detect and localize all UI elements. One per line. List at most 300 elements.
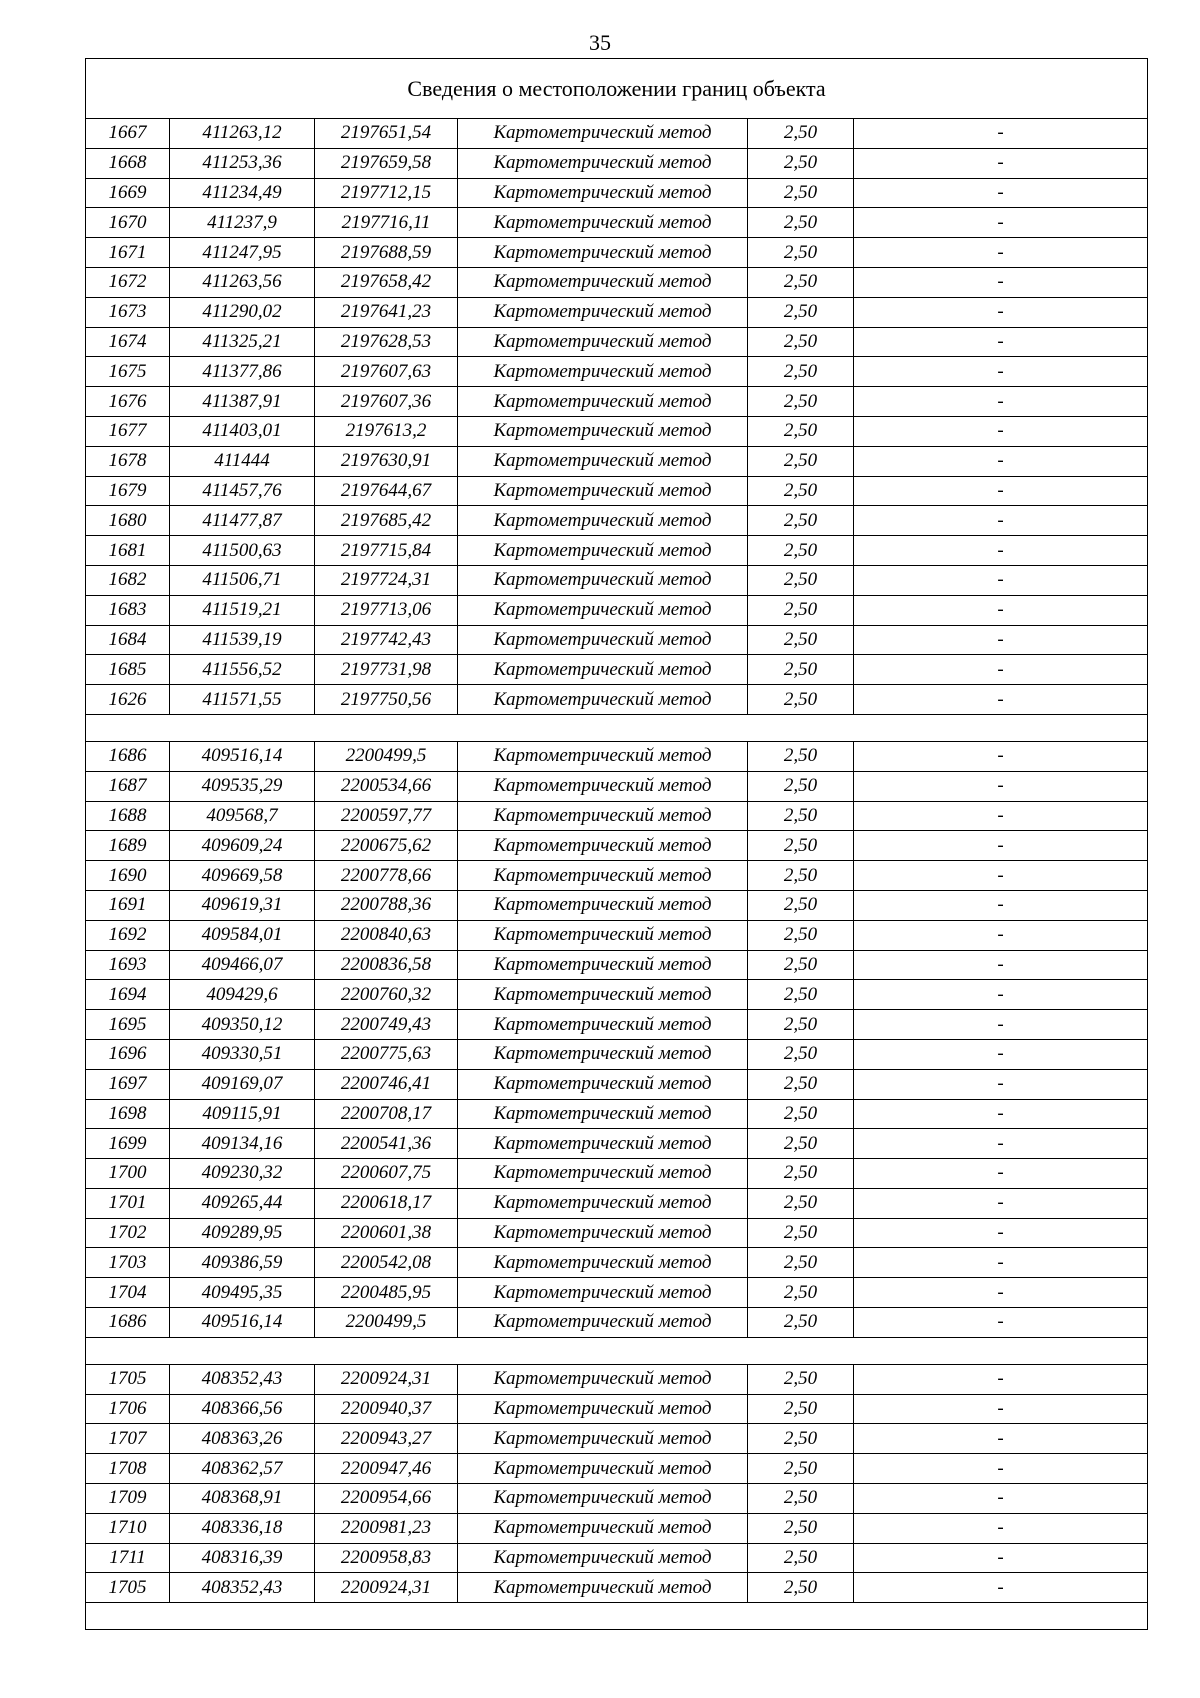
- description-cell: -: [854, 980, 1148, 1010]
- description-cell: -: [854, 950, 1148, 980]
- method-cell: Картометрический метод: [458, 1424, 748, 1454]
- y-coordinate-cell: 2200746,41: [315, 1069, 458, 1099]
- x-coordinate-cell: 411571,55: [170, 685, 315, 715]
- point-number-cell: 1679: [86, 476, 170, 506]
- x-coordinate-cell: 411253,36: [170, 148, 315, 178]
- accuracy-cell: 2,50: [748, 1188, 854, 1218]
- y-coordinate-cell: 2197644,67: [315, 476, 458, 506]
- x-coordinate-cell: 411519,21: [170, 595, 315, 625]
- method-cell: Картометрический метод: [458, 1308, 748, 1338]
- group-separator-cell: [86, 1603, 1148, 1630]
- table-row: [86, 208, 1148, 238]
- description-cell: -: [854, 1248, 1148, 1278]
- method-cell: Картометрический метод: [458, 861, 748, 891]
- description-cell: -: [854, 801, 1148, 831]
- method-cell: Картометрический метод: [458, 387, 748, 417]
- table-row: [86, 741, 1148, 771]
- point-number-cell: 1701: [86, 1188, 170, 1218]
- description-cell: -: [854, 771, 1148, 801]
- point-number-cell: 1690: [86, 861, 170, 891]
- accuracy-cell: 2,50: [748, 890, 854, 920]
- x-coordinate-cell: 411457,76: [170, 476, 315, 506]
- y-coordinate-cell: 2197685,42: [315, 506, 458, 536]
- accuracy-cell: 2,50: [748, 625, 854, 655]
- y-coordinate-cell: 2197607,36: [315, 387, 458, 417]
- method-cell: Картометрический метод: [458, 1188, 748, 1218]
- description-cell: -: [854, 685, 1148, 715]
- table-row: [86, 1454, 1148, 1484]
- y-coordinate-cell: 2197630,91: [315, 446, 458, 476]
- accuracy-cell: 2,50: [748, 685, 854, 715]
- accuracy-cell: 2,50: [748, 238, 854, 268]
- y-coordinate-cell: 2200943,27: [315, 1424, 458, 1454]
- group-separator-row: [86, 1337, 1148, 1364]
- description-cell: -: [854, 565, 1148, 595]
- accuracy-cell: 2,50: [748, 1513, 854, 1543]
- accuracy-cell: 2,50: [748, 920, 854, 950]
- accuracy-cell: 2,50: [748, 801, 854, 831]
- y-coordinate-cell: 2197731,98: [315, 655, 458, 685]
- y-coordinate-cell: 2200775,63: [315, 1039, 458, 1069]
- accuracy-cell: 2,50: [748, 1129, 854, 1159]
- description-cell: -: [854, 267, 1148, 297]
- table-row: [86, 119, 1148, 149]
- y-coordinate-cell: 2200981,23: [315, 1513, 458, 1543]
- accuracy-cell: 2,50: [748, 595, 854, 625]
- y-coordinate-cell: 2200954,66: [315, 1484, 458, 1514]
- y-coordinate-cell: 2197641,23: [315, 297, 458, 327]
- y-coordinate-cell: 2200534,66: [315, 771, 458, 801]
- x-coordinate-cell: 411234,49: [170, 178, 315, 208]
- description-cell: -: [854, 476, 1148, 506]
- y-coordinate-cell: 2197658,42: [315, 267, 458, 297]
- x-coordinate-cell: 409619,31: [170, 890, 315, 920]
- accuracy-cell: 2,50: [748, 1543, 854, 1573]
- description-cell: -: [854, 327, 1148, 357]
- accuracy-cell: 2,50: [748, 950, 854, 980]
- x-coordinate-cell: 409568,7: [170, 801, 315, 831]
- description-cell: -: [854, 238, 1148, 268]
- group-separator-cell: [86, 714, 1148, 741]
- accuracy-cell: 2,50: [748, 1278, 854, 1308]
- method-cell: Картометрический метод: [458, 685, 748, 715]
- point-number-cell: 1711: [86, 1543, 170, 1573]
- point-number-cell: 1688: [86, 801, 170, 831]
- point-number-cell: 1707: [86, 1424, 170, 1454]
- y-coordinate-cell: 2200485,95: [315, 1278, 458, 1308]
- method-cell: Картометрический метод: [458, 1248, 748, 1278]
- x-coordinate-cell: 409429,6: [170, 980, 315, 1010]
- method-cell: Картометрический метод: [458, 565, 748, 595]
- table-row: [86, 387, 1148, 417]
- description-cell: -: [854, 625, 1148, 655]
- accuracy-cell: 2,50: [748, 208, 854, 238]
- y-coordinate-cell: 2200708,17: [315, 1099, 458, 1129]
- accuracy-cell: 2,50: [748, 980, 854, 1010]
- table-row: [86, 267, 1148, 297]
- point-number-cell: 1695: [86, 1010, 170, 1040]
- y-coordinate-cell: 2200499,5: [315, 741, 458, 771]
- method-cell: Картометрический метод: [458, 950, 748, 980]
- y-coordinate-cell: 2197659,58: [315, 148, 458, 178]
- x-coordinate-cell: 409495,35: [170, 1278, 315, 1308]
- table-row: [86, 801, 1148, 831]
- table-row: [86, 861, 1148, 891]
- x-coordinate-cell: 409134,16: [170, 1129, 315, 1159]
- x-coordinate-cell: 409230,32: [170, 1159, 315, 1189]
- method-cell: Картометрический метод: [458, 771, 748, 801]
- x-coordinate-cell: 409516,14: [170, 1308, 315, 1338]
- description-cell: -: [854, 1394, 1148, 1424]
- description-cell: -: [854, 119, 1148, 149]
- y-coordinate-cell: 2197750,56: [315, 685, 458, 715]
- method-cell: Картометрический метод: [458, 1010, 748, 1040]
- x-coordinate-cell: 409386,59: [170, 1248, 315, 1278]
- y-coordinate-cell: 2200542,08: [315, 1248, 458, 1278]
- description-cell: -: [854, 1278, 1148, 1308]
- method-cell: Картометрический метод: [458, 446, 748, 476]
- accuracy-cell: 2,50: [748, 416, 854, 446]
- table-row: [86, 890, 1148, 920]
- accuracy-cell: 2,50: [748, 741, 854, 771]
- x-coordinate-cell: 409584,01: [170, 920, 315, 950]
- y-coordinate-cell: 2200675,62: [315, 831, 458, 861]
- point-number-cell: 1686: [86, 741, 170, 771]
- x-coordinate-cell: 411403,01: [170, 416, 315, 446]
- table-row: [86, 1573, 1148, 1603]
- x-coordinate-cell: 409330,51: [170, 1039, 315, 1069]
- point-number-cell: 1697: [86, 1069, 170, 1099]
- point-number-cell: 1673: [86, 297, 170, 327]
- method-cell: Картометрический метод: [458, 980, 748, 1010]
- point-number-cell: 1677: [86, 416, 170, 446]
- description-cell: -: [854, 1573, 1148, 1603]
- y-coordinate-cell: 2197651,54: [315, 119, 458, 149]
- description-cell: -: [854, 890, 1148, 920]
- point-number-cell: 1705: [86, 1364, 170, 1394]
- x-coordinate-cell: 411237,9: [170, 208, 315, 238]
- method-cell: Картометрический метод: [458, 1129, 748, 1159]
- table-row: [86, 1218, 1148, 1248]
- method-cell: Картометрический метод: [458, 741, 748, 771]
- method-cell: Картометрический метод: [458, 1364, 748, 1394]
- point-number-cell: 1702: [86, 1218, 170, 1248]
- description-cell: -: [854, 178, 1148, 208]
- accuracy-cell: 2,50: [748, 476, 854, 506]
- table-row: [86, 950, 1148, 980]
- point-number-cell: 1681: [86, 536, 170, 566]
- method-cell: Картометрический метод: [458, 506, 748, 536]
- description-cell: -: [854, 655, 1148, 685]
- x-coordinate-cell: 409265,44: [170, 1188, 315, 1218]
- group-separator-row: [86, 1603, 1148, 1630]
- page-number: 35: [589, 30, 611, 55]
- point-number-cell: 1683: [86, 595, 170, 625]
- y-coordinate-cell: 2197688,59: [315, 238, 458, 268]
- point-number-cell: 1669: [86, 178, 170, 208]
- description-cell: -: [854, 536, 1148, 566]
- description-cell: -: [854, 506, 1148, 536]
- description-cell: -: [854, 416, 1148, 446]
- y-coordinate-cell: 2200499,5: [315, 1308, 458, 1338]
- table-row: [86, 238, 1148, 268]
- table-row: [86, 506, 1148, 536]
- accuracy-cell: 2,50: [748, 119, 854, 149]
- y-coordinate-cell: 2197607,63: [315, 357, 458, 387]
- table-row: [86, 831, 1148, 861]
- method-cell: Картометрический метод: [458, 208, 748, 238]
- description-cell: -: [854, 1364, 1148, 1394]
- x-coordinate-cell: 411377,86: [170, 357, 315, 387]
- x-coordinate-cell: 409169,07: [170, 1069, 315, 1099]
- table-row: [86, 446, 1148, 476]
- accuracy-cell: 2,50: [748, 357, 854, 387]
- table-row: [86, 771, 1148, 801]
- y-coordinate-cell: 2197724,31: [315, 565, 458, 595]
- x-coordinate-cell: 409289,95: [170, 1218, 315, 1248]
- x-coordinate-cell: 409466,07: [170, 950, 315, 980]
- point-number-cell: 1696: [86, 1039, 170, 1069]
- point-number-cell: 1678: [86, 446, 170, 476]
- x-coordinate-cell: 408352,43: [170, 1364, 315, 1394]
- y-coordinate-cell: 2197712,15: [315, 178, 458, 208]
- method-cell: Картометрический метод: [458, 1069, 748, 1099]
- point-number-cell: 1691: [86, 890, 170, 920]
- table-row: [86, 1513, 1148, 1543]
- x-coordinate-cell: 411325,21: [170, 327, 315, 357]
- accuracy-cell: 2,50: [748, 536, 854, 566]
- table-row: [86, 1308, 1148, 1338]
- point-number-cell: 1708: [86, 1454, 170, 1484]
- table-row: [86, 178, 1148, 208]
- description-cell: -: [854, 148, 1148, 178]
- accuracy-cell: 2,50: [748, 446, 854, 476]
- method-cell: Картометрический метод: [458, 595, 748, 625]
- point-number-cell: 1687: [86, 771, 170, 801]
- table-row: [86, 625, 1148, 655]
- table-row: [86, 1248, 1148, 1278]
- accuracy-cell: 2,50: [748, 655, 854, 685]
- method-cell: Картометрический метод: [458, 178, 748, 208]
- description-cell: -: [854, 861, 1148, 891]
- x-coordinate-cell: 409535,29: [170, 771, 315, 801]
- accuracy-cell: 2,50: [748, 1424, 854, 1454]
- table-row: [86, 148, 1148, 178]
- description-cell: -: [854, 1099, 1148, 1129]
- table-row: [86, 416, 1148, 446]
- method-cell: Картометрический метод: [458, 148, 748, 178]
- point-number-cell: 1705: [86, 1573, 170, 1603]
- description-cell: -: [854, 1308, 1148, 1338]
- point-number-cell: 1700: [86, 1159, 170, 1189]
- x-coordinate-cell: 409609,24: [170, 831, 315, 861]
- y-coordinate-cell: 2197716,11: [315, 208, 458, 238]
- x-coordinate-cell: 409115,91: [170, 1099, 315, 1129]
- y-coordinate-cell: 2200607,75: [315, 1159, 458, 1189]
- accuracy-cell: 2,50: [748, 178, 854, 208]
- table-row: [86, 1484, 1148, 1514]
- accuracy-cell: 2,50: [748, 1218, 854, 1248]
- method-cell: Картометрический метод: [458, 1573, 748, 1603]
- method-cell: Картометрический метод: [458, 1543, 748, 1573]
- table-row: [86, 297, 1148, 327]
- description-cell: -: [854, 1513, 1148, 1543]
- table-row: [86, 1099, 1148, 1129]
- method-cell: Картометрический метод: [458, 1159, 748, 1189]
- method-cell: Картометрический метод: [458, 1513, 748, 1543]
- y-coordinate-cell: 2200788,36: [315, 890, 458, 920]
- table-row: [86, 1364, 1148, 1394]
- table-row: [86, 1010, 1148, 1040]
- x-coordinate-cell: 408362,57: [170, 1454, 315, 1484]
- point-number-cell: 1682: [86, 565, 170, 595]
- description-cell: -: [854, 1069, 1148, 1099]
- point-number-cell: 1674: [86, 327, 170, 357]
- point-number-cell: 1670: [86, 208, 170, 238]
- accuracy-cell: 2,50: [748, 1394, 854, 1424]
- y-coordinate-cell: 2197742,43: [315, 625, 458, 655]
- x-coordinate-cell: 411290,02: [170, 297, 315, 327]
- y-coordinate-cell: 2200597,77: [315, 801, 458, 831]
- boundary-coordinates-table: [85, 58, 1148, 1630]
- y-coordinate-cell: 2200924,31: [315, 1364, 458, 1394]
- x-coordinate-cell: 408366,56: [170, 1394, 315, 1424]
- table-row: [86, 655, 1148, 685]
- point-number-cell: 1710: [86, 1513, 170, 1543]
- method-cell: Картометрический метод: [458, 1454, 748, 1484]
- description-cell: -: [854, 208, 1148, 238]
- table-row: [86, 327, 1148, 357]
- point-number-cell: 1703: [86, 1248, 170, 1278]
- point-number-cell: 1694: [86, 980, 170, 1010]
- point-number-cell: 1692: [86, 920, 170, 950]
- y-coordinate-cell: 2200836,58: [315, 950, 458, 980]
- accuracy-cell: 2,50: [748, 1308, 854, 1338]
- table-row: [86, 357, 1148, 387]
- y-coordinate-cell: 2200840,63: [315, 920, 458, 950]
- table-row: [86, 1129, 1148, 1159]
- x-coordinate-cell: 411506,71: [170, 565, 315, 595]
- description-cell: -: [854, 831, 1148, 861]
- y-coordinate-cell: 2197628,53: [315, 327, 458, 357]
- point-number-cell: 1680: [86, 506, 170, 536]
- table-row: [86, 980, 1148, 1010]
- table-row: [86, 1159, 1148, 1189]
- method-cell: Картометрический метод: [458, 357, 748, 387]
- table-row: [86, 1394, 1148, 1424]
- x-coordinate-cell: 408352,43: [170, 1573, 315, 1603]
- description-cell: -: [854, 920, 1148, 950]
- description-cell: -: [854, 595, 1148, 625]
- description-cell: -: [854, 1129, 1148, 1159]
- accuracy-cell: 2,50: [748, 565, 854, 595]
- accuracy-cell: 2,50: [748, 1069, 854, 1099]
- table-title: Сведения о местоположении границ объекта: [86, 59, 1148, 119]
- point-number-cell: 1626: [86, 685, 170, 715]
- table-row: [86, 1039, 1148, 1069]
- point-number-cell: 1675: [86, 357, 170, 387]
- y-coordinate-cell: 2200940,37: [315, 1394, 458, 1424]
- method-cell: Картометрический метод: [458, 920, 748, 950]
- method-cell: Картометрический метод: [458, 801, 748, 831]
- table-row: [86, 1278, 1148, 1308]
- y-coordinate-cell: 2200760,32: [315, 980, 458, 1010]
- group-separator-cell: [86, 1337, 1148, 1364]
- y-coordinate-cell: 2197713,06: [315, 595, 458, 625]
- y-coordinate-cell: 2200924,31: [315, 1573, 458, 1603]
- accuracy-cell: 2,50: [748, 1099, 854, 1129]
- description-cell: -: [854, 1010, 1148, 1040]
- method-cell: Картометрический метод: [458, 1278, 748, 1308]
- method-cell: Картометрический метод: [458, 831, 748, 861]
- x-coordinate-cell: 409516,14: [170, 741, 315, 771]
- accuracy-cell: 2,50: [748, 1364, 854, 1394]
- x-coordinate-cell: 408316,39: [170, 1543, 315, 1573]
- method-cell: Картометрический метод: [458, 655, 748, 685]
- table-row: [86, 1424, 1148, 1454]
- accuracy-cell: 2,50: [748, 267, 854, 297]
- method-cell: Картометрический метод: [458, 297, 748, 327]
- point-number-cell: 1686: [86, 1308, 170, 1338]
- accuracy-cell: 2,50: [748, 387, 854, 417]
- description-cell: -: [854, 357, 1148, 387]
- x-coordinate-cell: 411247,95: [170, 238, 315, 268]
- accuracy-cell: 2,50: [748, 1039, 854, 1069]
- y-coordinate-cell: 2200749,43: [315, 1010, 458, 1040]
- accuracy-cell: 2,50: [748, 1010, 854, 1040]
- x-coordinate-cell: 408363,26: [170, 1424, 315, 1454]
- point-number-cell: 1667: [86, 119, 170, 149]
- accuracy-cell: 2,50: [748, 1454, 854, 1484]
- method-cell: Картометрический метод: [458, 416, 748, 446]
- description-cell: -: [854, 1484, 1148, 1514]
- x-coordinate-cell: 411263,12: [170, 119, 315, 149]
- method-cell: Картометрический метод: [458, 476, 748, 506]
- description-cell: -: [854, 1424, 1148, 1454]
- point-number-cell: 1689: [86, 831, 170, 861]
- accuracy-cell: 2,50: [748, 148, 854, 178]
- point-number-cell: 1668: [86, 148, 170, 178]
- description-cell: -: [854, 1454, 1148, 1484]
- x-coordinate-cell: 409350,12: [170, 1010, 315, 1040]
- table-row: [86, 685, 1148, 715]
- x-coordinate-cell: 408336,18: [170, 1513, 315, 1543]
- table-row: [86, 476, 1148, 506]
- table-row: [86, 1188, 1148, 1218]
- method-cell: Картометрический метод: [458, 327, 748, 357]
- accuracy-cell: 2,50: [748, 506, 854, 536]
- point-number-cell: 1698: [86, 1099, 170, 1129]
- accuracy-cell: 2,50: [748, 771, 854, 801]
- point-number-cell: 1693: [86, 950, 170, 980]
- point-number-cell: 1685: [86, 655, 170, 685]
- point-number-cell: 1676: [86, 387, 170, 417]
- y-coordinate-cell: 2200618,17: [315, 1188, 458, 1218]
- y-coordinate-cell: 2200947,46: [315, 1454, 458, 1484]
- method-cell: Картометрический метод: [458, 625, 748, 655]
- y-coordinate-cell: 2200778,66: [315, 861, 458, 891]
- table-title-row: [86, 59, 1148, 119]
- method-cell: Картометрический метод: [458, 119, 748, 149]
- method-cell: Картометрический метод: [458, 267, 748, 297]
- accuracy-cell: 2,50: [748, 297, 854, 327]
- y-coordinate-cell: 2197715,84: [315, 536, 458, 566]
- accuracy-cell: 2,50: [748, 1248, 854, 1278]
- point-number-cell: 1709: [86, 1484, 170, 1514]
- table-row: [86, 1069, 1148, 1099]
- description-cell: -: [854, 1159, 1148, 1189]
- method-cell: Картометрический метод: [458, 1099, 748, 1129]
